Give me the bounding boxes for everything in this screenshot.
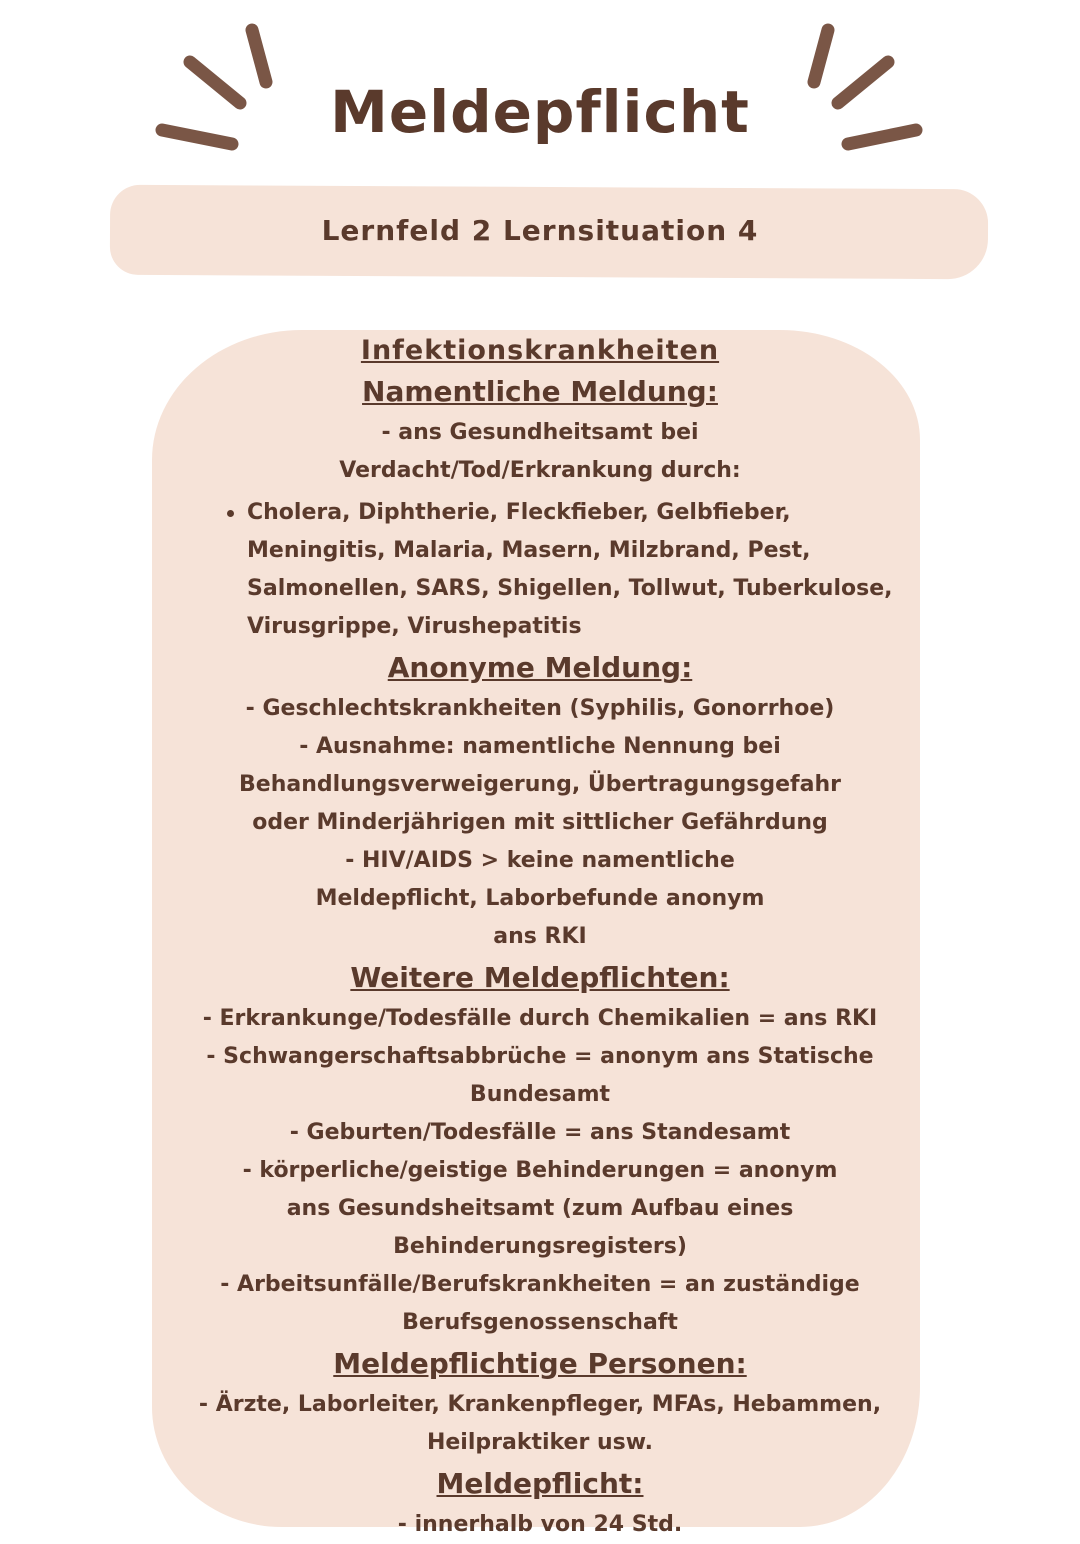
disease-list-item: Cholera, Diphtherie, Fleckfieber, Gelbfieber, Meningitis, Malaria, Masern, Milzbrand, Pest, Salmonellen, SARS, Shigellen, Tollwut, Tuberkulose, Virusgrippe, Virushepatitis <box>215 494 895 646</box>
heading-weitere-meldepflichten: Weitere Meldepflichten: <box>350 961 730 994</box>
heading-anonyme-meldung: Anonyme Meldung: <box>387 651 693 684</box>
anonym-line: - Ausnahme: namentliche Nennung bei Behandlungsverweigerung, Übertragungsgefahr oder Minderjährigen mit sittlicher Gefährdung <box>239 734 841 835</box>
namentlich-intro: - ans Gesundheitsamt bei Verdacht/Tod/Erkrankung durch: <box>339 420 741 483</box>
frist-line: - innerhalb von 24 Std. <box>397 1512 683 1537</box>
weitere-line: - körperliche/geistige Behinderungen = anonym ans Gesundsheitsamt (zum Aufbau eines Behinderungsregisters) <box>242 1158 838 1259</box>
weitere-line: - Erkrankunge/Todesfälle durch Chemikalien = ans RKI <box>202 1006 878 1031</box>
weitere-line: - Arbeitsunfälle/Berufskrankheiten = an zuständige Berufsgenossenschaft <box>220 1272 860 1335</box>
heading-namentliche-meldung: Namentliche Meldung: <box>362 375 718 408</box>
weitere-line: - Schwangerschaftsabbrüche = anonym ans Statische Bundesamt <box>206 1044 874 1107</box>
subtitle-text: Lernfeld 2 Lernsituation 4 <box>321 214 759 247</box>
heading-meldepflicht: Meldepflicht: <box>436 1467 644 1500</box>
weitere-line: - Geburten/Todesfälle = ans Standesamt <box>289 1120 791 1145</box>
anonym-line: - HIV/AIDS > keine namentliche Meldepflicht, Laborbefunde anonym ans RKI <box>315 848 765 949</box>
page-title: Meldepflicht <box>330 78 750 146</box>
heading-infektionskrankheiten: Infektionskrankheiten <box>360 335 720 366</box>
anonym-line: - Geschlechtskrankheiten (Syphilis, Gonorrhoe) <box>245 696 835 721</box>
heading-meldepflichtige-personen: Meldepflichtige Personen: <box>333 1347 747 1380</box>
personen-line: - Ärzte, Laborleiter, Krankenpfleger, MFAs, Hebammen, Heilpraktiker usw. <box>198 1392 882 1455</box>
content <box>185 332 895 1544</box>
disease-list <box>185 494 895 646</box>
